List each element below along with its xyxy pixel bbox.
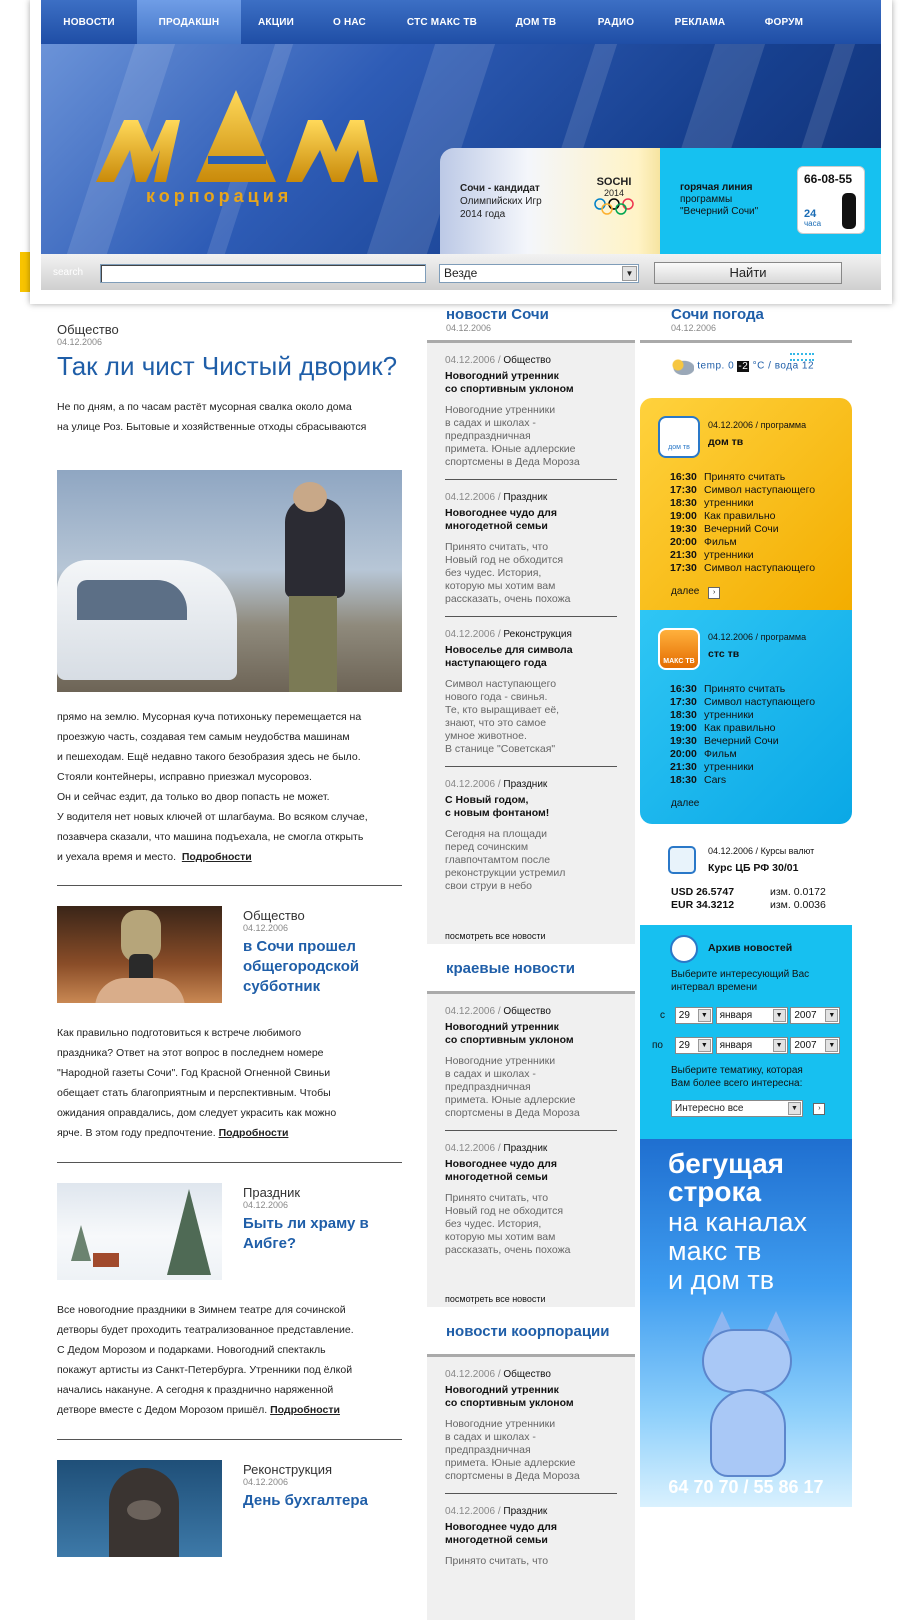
- main-column: [57, 322, 417, 437]
- sochi-2014-logo: SOCHI 2014: [590, 176, 638, 226]
- table-row[interactable]: 18:30 утренники: [670, 709, 754, 721]
- corp-news-list: [427, 1354, 635, 1620]
- region-news-title[interactable]: краевые новости: [446, 960, 576, 977]
- article-more-link[interactable]: Подробности: [181, 851, 252, 863]
- news-item-2-title[interactable]: Быть ли храму в Аибге?: [243, 1215, 369, 1252]
- main-nav: [41, 0, 881, 44]
- article-title[interactable]: Так ли чист Чистый дворик?: [57, 351, 398, 381]
- cloud-snow-icon: [668, 357, 694, 375]
- to-month-select[interactable]: января ▼: [716, 1037, 788, 1054]
- table-row[interactable]: 19:00 Как правильно: [670, 510, 776, 522]
- ctc-tv-more-link[interactable]: далее: [671, 798, 700, 809]
- nav-ctc-max-tv[interactable]: СТС МАКС ТВ: [406, 16, 478, 28]
- article-date: 04.12.2006: [57, 337, 103, 347]
- table-row[interactable]: 17:30 Символ наступающего: [670, 562, 816, 574]
- weather-title[interactable]: Сочи погода: [671, 306, 764, 323]
- list-item[interactable]: 04.12.2006 / Реконструкция Новоселье для символа наступающего года Символ наступающего нового года - свинья. Те, кто выращивает её, знают, что это самое умное животное. В станице "Советская": [445, 629, 573, 755]
- news-item-2-text: Все новогодние праздники в Зимнем театре для сочинской детворы будет проходить театрализованное представление. С Дедом Морозом и подарками. Новогодний спектакль покажут артисты из Санкт-Петербурга. Утренники под ёлкой начались накануне. А сегодня к празднично наряженной детворе вместе с Дедом Морозом пришёл. Подробности: [57, 1304, 354, 1416]
- phone-badge: 66-08-55 24 часа: [797, 166, 865, 234]
- hotline-title: горячая линия: [680, 182, 753, 193]
- list-item[interactable]: 04.12.2006 / Праздник Новогоднее чудо для многодетной семьи Принято считать, что Новый год не обходится без чудес. История, которую мы хотим вам рассказать, очень похожа: [445, 1143, 571, 1256]
- archive-icon: [670, 935, 698, 963]
- usd-change: изм. 0.0172: [770, 886, 826, 898]
- search-input[interactable]: [100, 264, 426, 283]
- news-item-3-meta: [243, 1462, 413, 1511]
- nav-promo[interactable]: АКЦИИ: [257, 16, 294, 28]
- corp-news-title[interactable]: новости коорпорации: [446, 1323, 610, 1340]
- sochi-news-heading: [446, 306, 549, 333]
- archive-topic-row: [671, 1100, 825, 1118]
- table-row[interactable]: 18:30 Cars: [670, 774, 727, 786]
- ad-banner[interactable]: [640, 1139, 852, 1507]
- nav-production[interactable]: ПРОДАКШН: [137, 0, 241, 44]
- sochi-2014-block[interactable]: [440, 148, 660, 254]
- ad-line-2: строка: [668, 1176, 762, 1207]
- table-row[interactable]: 18:30 утренники: [670, 497, 754, 509]
- to-year-select[interactable]: 2007 ▼: [790, 1037, 840, 1054]
- table-row[interactable]: 17:30 Символ наступающего: [670, 696, 816, 708]
- news-item-1-title[interactable]: в Сочи прошел общегородской субботник: [243, 938, 360, 995]
- ctc-tv-schedule: МАКС ТВ 04.12.2006 / программа стс тв 16:30 Принято считать 17:30 Символ наступающего 18:30 утренники 19:00 Как правильно 19:30 Вечерний Сочи 20:00 Фильм 21:30 утренники 18:30 Cars далее: [640, 610, 852, 824]
- search-bar: [41, 254, 881, 290]
- news-item-2-category[interactable]: Праздник: [243, 1185, 301, 1200]
- table-row[interactable]: 20:00 Фильм: [670, 748, 737, 760]
- archive-from-row: с 29 ▼ января ▼ 2007 ▼: [660, 1007, 840, 1024]
- article-category[interactable]: Общество: [57, 322, 119, 337]
- nav-about[interactable]: О НАС: [333, 16, 366, 28]
- table-row[interactable]: 20:00 Фильм: [670, 536, 737, 548]
- news-item-1-category[interactable]: Общество: [243, 908, 305, 923]
- table-row[interactable]: 21:30 утренники: [670, 549, 754, 561]
- article-photo[interactable]: [57, 470, 402, 692]
- hotline-block[interactable]: горячая линия программы "Вечерний Сочи" 66-08-55 24 часа: [660, 148, 881, 254]
- olympic-rings-icon: [592, 198, 636, 216]
- mam-logo[interactable]: [96, 90, 386, 210]
- dom-tv-logo[interactable]: дом тв: [658, 416, 700, 458]
- arrow-right-icon[interactable]: ›: [813, 1103, 825, 1115]
- search-label: search: [53, 267, 84, 278]
- currency-kind: Курсы валют: [760, 846, 815, 856]
- region-news-heading: [446, 960, 575, 977]
- ctc-tv-table: [670, 683, 815, 787]
- chevron-down-icon: ▼: [622, 266, 637, 281]
- divider: [57, 1162, 402, 1163]
- currency-block: 04.12.2006 / Курсы валют Курс ЦБ РФ 30/01 USD 26.5747 изм. 0.0172 EUR 34.3212 изм. 0.0036: [640, 832, 852, 920]
- dom-tv-table: [670, 471, 815, 575]
- news-item-2-more-link[interactable]: Подробности: [270, 1404, 340, 1416]
- eur-change: изм. 0.0036: [770, 899, 826, 911]
- sochi-news-title[interactable]: новости Сочи: [446, 306, 549, 323]
- nav-radio[interactable]: РАДИО: [597, 16, 635, 28]
- table-row[interactable]: 21:30 утренники: [670, 761, 754, 773]
- currency-title: Курс ЦБ РФ 30/01: [708, 862, 799, 874]
- table-row[interactable]: 19:30 Вечерний Сочи: [670, 735, 779, 747]
- news-thumb-gasmask[interactable]: [57, 906, 222, 1003]
- news-item-3-date: 04.12.2006: [243, 1477, 289, 1487]
- table-row[interactable]: 19:00 Как правильно: [670, 722, 776, 734]
- table-row[interactable]: 19:30 Вечерний Сочи: [670, 523, 779, 535]
- list-item[interactable]: 04.12.2006 / Праздник Новогоднее чудо для многодетной семьи Принято считать, что: [445, 1506, 557, 1567]
- region-news-more-link[interactable]: посмотреть все новости: [445, 1294, 546, 1304]
- archive-title: Архив новостей: [708, 942, 793, 954]
- dom-tv-kind: программа: [760, 420, 807, 430]
- sochi-news-list: [427, 340, 635, 944]
- to-day-select[interactable]: 29 ▼: [675, 1037, 713, 1054]
- list-item[interactable]: 04.12.2006 / Праздник С Новый годом, с новым фонтаном! Сегодня на площади перед сочинским главпочтамтом после реконструкции устремил свои струи в небо: [445, 779, 566, 892]
- table-row[interactable]: 16:30 Принято считать: [670, 683, 786, 695]
- news-item-1-meta: [243, 908, 413, 997]
- archive-to-row: по 29 ▼ января ▼ 2007 ▼: [652, 1037, 840, 1054]
- search-button[interactable]: Найти: [654, 262, 842, 284]
- news-thumb-sea-lion[interactable]: [57, 1460, 222, 1557]
- from-month-select[interactable]: января ▼: [716, 1007, 788, 1024]
- nav-ads[interactable]: РЕКЛАМА: [674, 16, 726, 28]
- news-item-3-category[interactable]: Реконструкция: [243, 1462, 333, 1477]
- usd-rate: USD 26.5747: [671, 886, 735, 898]
- divider: [57, 885, 402, 886]
- from-day-select[interactable]: 29 ▼: [675, 1007, 713, 1024]
- news-item-2-meta: [243, 1185, 413, 1254]
- dom-tv-date: 04.12.2006: [708, 420, 754, 430]
- article-body: прямо на землю. Мусорная куча потихоньку перемещается на проезжую часть, создавая тем самым неудобства машинам и пешеходам. Ещё недавно такого безобразия здесь не было. Стояли контейнеры, исправно приезжал мусоровоз. Он и сейчас ездит, да только во двор попасть не может. У водителя нет новых ключей от шлагбаума. Во всяком случае, позавчера сказали, что машина подъехала, не смогла открыть и уехала время и место. Подробности: [57, 711, 368, 863]
- ctc-tv-kind: программа: [760, 632, 807, 642]
- list-item[interactable]: 04.12.2006 / Общество Новогодний утренник со спортивным уклоном Новогодние утренники в садах и школах - предпраздничная примета. Юные адлерские спортсмены в Деда Мороза: [445, 1006, 580, 1119]
- water-waves-icon: [790, 353, 814, 361]
- article-lead: Не по дням, а по часам растёт мусорная свалка около дома на улице Роз. Бытовые и хозяйственные отходы сбрасываются: [57, 401, 367, 433]
- max-tv-logo[interactable]: МАКС ТВ: [658, 628, 700, 670]
- logo-subtitle: корпорация: [146, 186, 293, 206]
- currency-date: 04.12.2006: [708, 846, 754, 856]
- news-item-3-title[interactable]: День бухгалтера: [243, 1492, 368, 1509]
- from-year-select[interactable]: 2007 ▼: [790, 1007, 840, 1024]
- news-item-1-text: Как правильно подготовиться к встрече любимого праздника? Ответ на этот вопрос в последнем номере "Народной газеты Сочи". Год Красной Огненной Свиньи обещает стать благоприятным и перспективным. Чтобы ожидания оправдались, дом следует украсить как можно ярче. В этом году предпочтение. Подробности: [57, 1027, 337, 1139]
- news-item-2-date: 04.12.2006: [243, 1200, 289, 1210]
- dom-tv-channel: дом тв: [708, 436, 744, 448]
- ad-line-4: макс тв: [668, 1236, 762, 1266]
- weather-readout: temp. 0 -2 °C / вода 12: [668, 357, 858, 379]
- eur-rate: EUR 34.3212: [671, 899, 735, 911]
- ad-line-1: бегущая: [668, 1148, 784, 1179]
- ad-phones: 64 70 70 / 55 86 17: [668, 1477, 824, 1497]
- archive-topic-prompt: Выберите тематику, которая Вам более всего интересна:: [671, 1065, 803, 1089]
- ad-line-5: и дом тв: [668, 1265, 775, 1295]
- phone-icon: [842, 193, 856, 229]
- nav-forum[interactable]: ФОРУМ: [764, 16, 804, 28]
- dom-tv-more-link[interactable]: далее ›: [671, 586, 720, 599]
- topic-select[interactable]: Интересно все ▼: [671, 1100, 803, 1117]
- arrow-right-icon: ›: [708, 587, 720, 599]
- news-archive-block: [640, 925, 852, 1139]
- sochi-news-more-link[interactable]: посмотреть все новости: [445, 931, 546, 941]
- ctc-tv-channel: стс тв: [708, 648, 740, 660]
- cat-illustration: [690, 1311, 810, 1479]
- ctc-tv-date: 04.12.2006: [708, 632, 754, 642]
- sochi-news-date: 04.12.2006: [446, 323, 492, 333]
- news-thumb-winter[interactable]: [57, 1183, 222, 1280]
- region-news-list: [427, 991, 635, 1307]
- table-row[interactable]: 16:30 Принято считать: [670, 471, 786, 483]
- nav-dom-tv[interactable]: ДОМ ТВ: [515, 16, 557, 28]
- ad-line-3: на каналах: [668, 1207, 808, 1237]
- divider: [640, 340, 852, 343]
- nav-news[interactable]: НОВОСТИ: [63, 16, 115, 28]
- weather-heading: [671, 306, 764, 333]
- list-item[interactable]: 04.12.2006 / Общество Новогодний утренник со спортивным уклоном Новогодние утренники в садах и школах - предпраздничная примета. Юные адлерские спортсмены в Деда Мороза: [445, 355, 580, 468]
- search-scope-select[interactable]: Везде ▼: [439, 264, 639, 283]
- divider: [57, 1439, 402, 1440]
- corp-news-heading: [446, 1323, 609, 1340]
- dom-tv-schedule: дом тв 04.12.2006 / программа дом тв 16:30 Принято считать 17:30 Символ наступающего 18:30 утренники 19:00 Как правильно 19:30 Вечерний Сочи 20:00 Фильм 21:30 утренники 17:30 Символ наступающего далее ›: [640, 398, 852, 610]
- weather-date: 04.12.2006: [671, 323, 717, 333]
- news-item-1-date: 04.12.2006: [243, 923, 289, 933]
- list-item[interactable]: 04.12.2006 / Праздник Новогоднее чудо для многодетной семьи Принято считать, что Новый год не обходится без чудес. История, которую мы хотим вам рассказать, очень похожа: [445, 492, 571, 605]
- news-item-1-more-link[interactable]: Подробности: [218, 1127, 289, 1139]
- list-item[interactable]: 04.12.2006 / Общество Новогодний утренник со спортивным уклоном Новогодние утренники в садах и школах - предпраздничная примета. Юные адлерские спортсмены в Деда Мороза: [445, 1369, 580, 1482]
- sochi-text: Сочи - кандидат Олимпийских Игр 2014 года: [460, 183, 542, 220]
- archive-prompt: Выберите интересующий Вас интервал времени: [671, 969, 810, 993]
- currency-icon: [668, 846, 696, 874]
- table-row[interactable]: 17:30 Символ наступающего: [670, 484, 816, 496]
